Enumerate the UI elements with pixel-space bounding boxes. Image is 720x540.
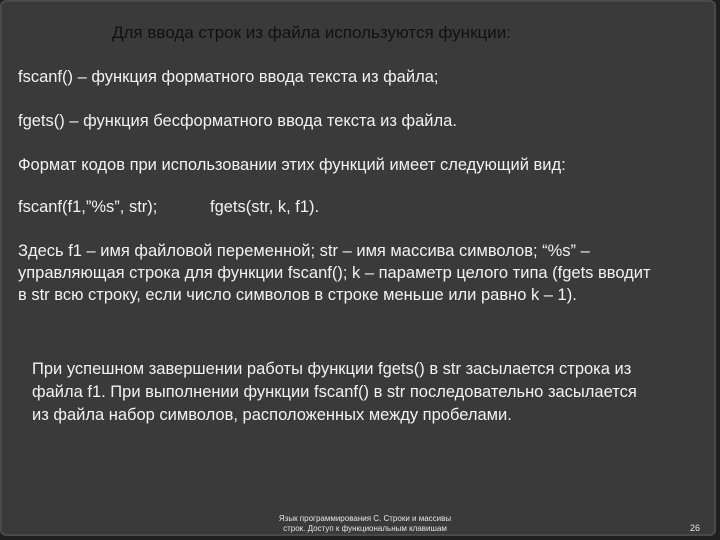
explanation-line-3: в str всю строку, если число символов в строке меньше или равно k – 1). <box>18 286 577 304</box>
explanation-line-2: управляющая строка для функции fscanf(); k – параметр целого типа (fgets вводит <box>18 264 651 282</box>
result-line-1: При успешном завершении работы функции fgets() в str засылается строка из <box>32 360 632 378</box>
slide-footer <box>250 514 480 534</box>
fscanf-code: fscanf(f1,”%s”, str); <box>18 198 158 216</box>
result-line-2: файла f1. При выполнении функции fscanf() в str последовательно засылается <box>32 383 637 401</box>
fgets-description: fgets() – функция бесформатного ввода текста из файла. <box>18 112 457 130</box>
result-line-3: из файла набор символов, расположенных между пробелами. <box>32 406 512 424</box>
fscanf-description: fscanf() – функция форматного ввода текста из файла; <box>18 68 439 86</box>
slide-heading: Для ввода строк из файла используются функции: <box>112 23 511 42</box>
explanation-line-1: Здесь f1 – имя файловой переменной; str – имя массива символов; “%s” – <box>18 242 590 260</box>
fgets-code: fgets(str, k, f1). <box>210 198 320 216</box>
format-intro: Формат кодов при использовании этих функций имеет следующий вид: <box>18 156 566 174</box>
footer-line-1: Язык программирования С. Строки и массивы <box>278 514 452 523</box>
page-number: 26 <box>690 523 701 533</box>
footer-line-2: строк. Доступ к функциональным клавишам <box>283 524 447 533</box>
